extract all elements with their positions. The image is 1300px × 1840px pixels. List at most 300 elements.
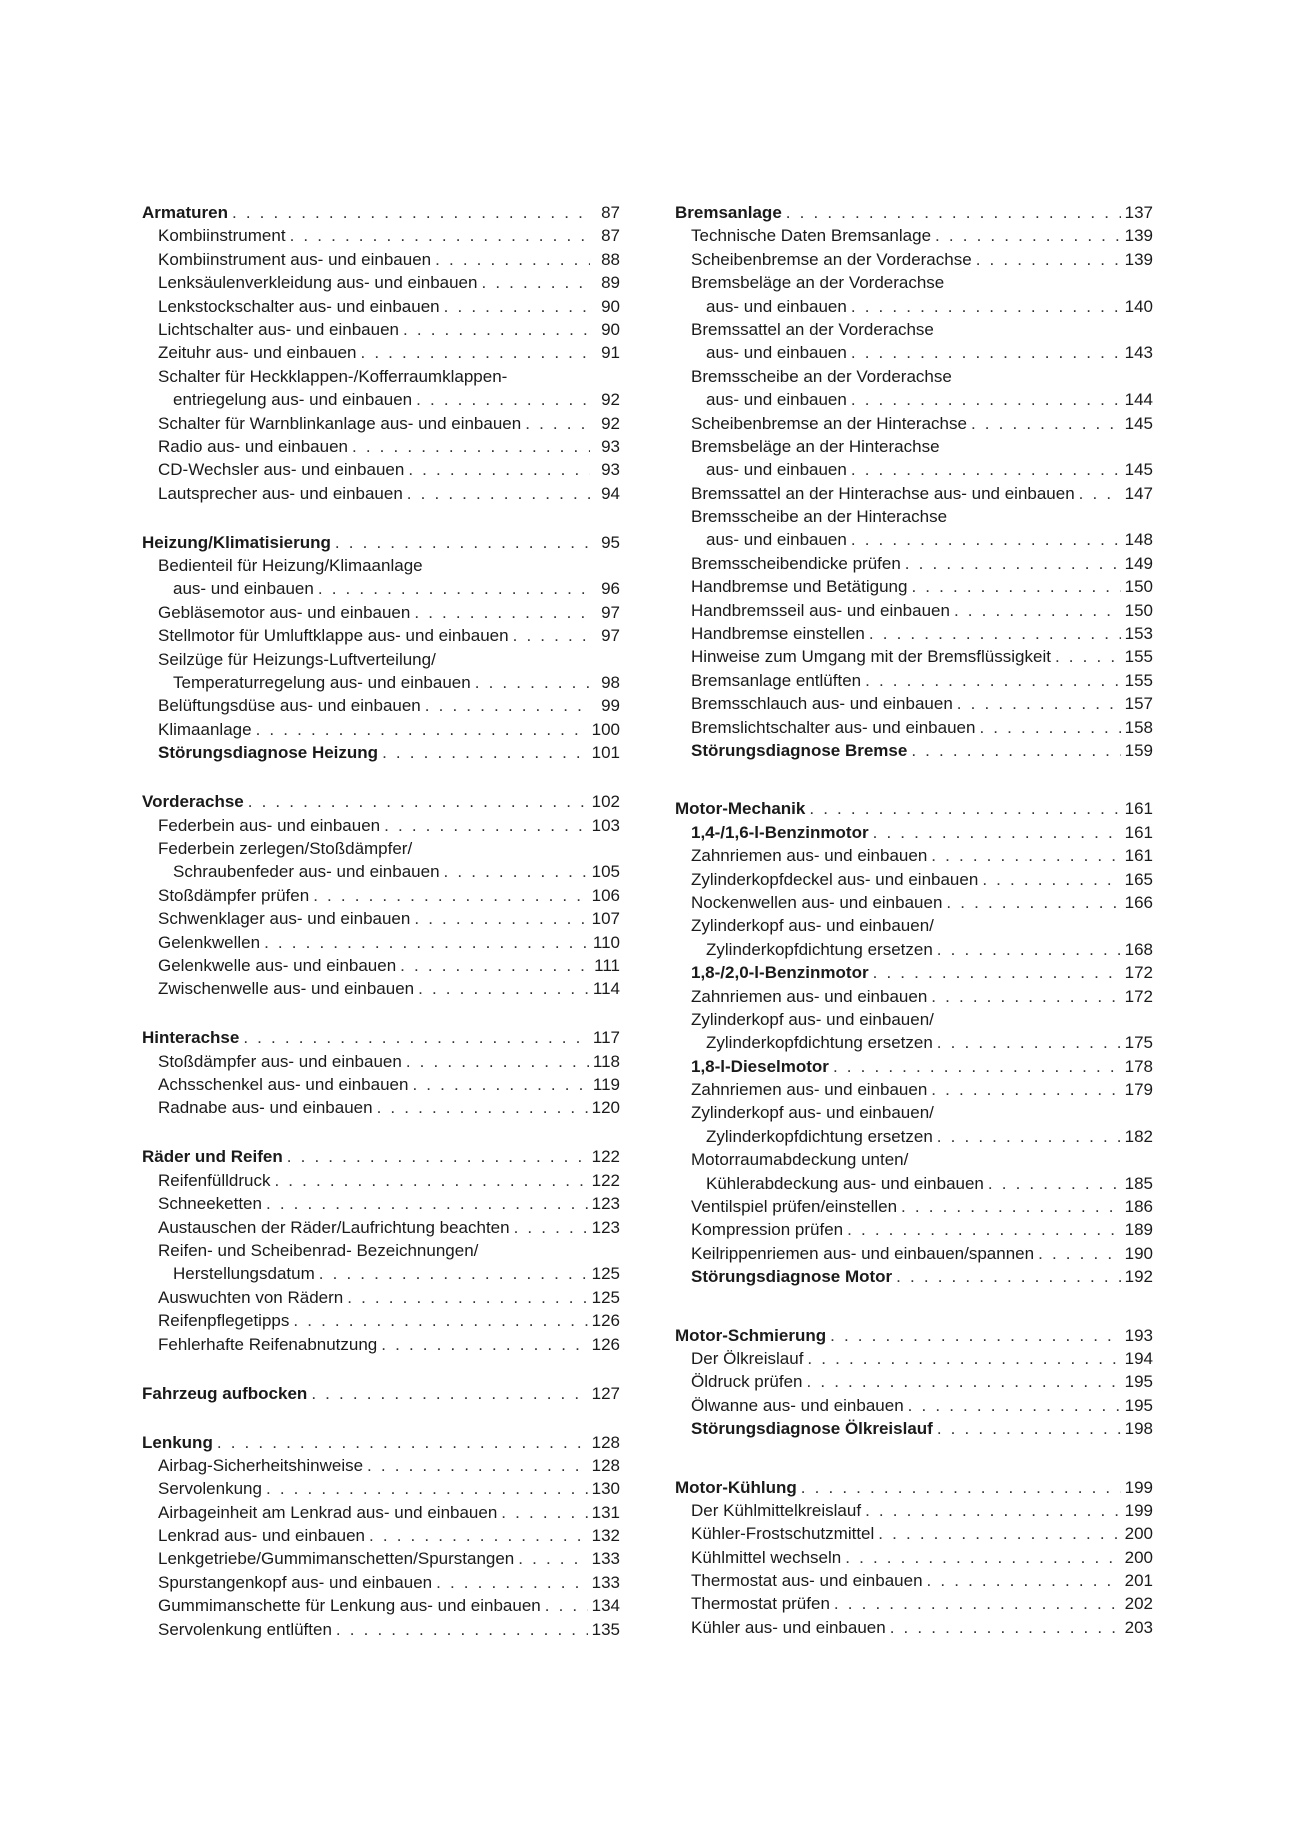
toc-entry[interactable]: [675, 1370, 1153, 1393]
toc-entry-title: Lenkung: [142, 1432, 213, 1452]
toc-entry[interactable]: [142, 977, 620, 1000]
toc-entry-title: Zylinderkopfdichtung ersetzen: [706, 1033, 933, 1053]
toc-entry[interactable]: [675, 505, 1153, 528]
toc-entry[interactable]: [675, 341, 1153, 364]
toc-entry[interactable]: [675, 669, 1153, 692]
toc-entry[interactable]: [675, 575, 1153, 598]
toc-entry-title: Der Kühlmittelkreislauf: [691, 1500, 862, 1520]
toc-entry[interactable]: [675, 1055, 1153, 1078]
toc-entry-title: Kühlmittel wechseln: [691, 1547, 842, 1567]
toc-entry[interactable]: [142, 458, 620, 481]
page-number: 185: [1124, 1173, 1153, 1193]
toc-entry-title: Störungsdiagnose Motor: [691, 1267, 893, 1287]
toc-entry[interactable]: [675, 1218, 1153, 1241]
dot-leader: [971, 412, 1121, 435]
toc-entry[interactable]: [675, 1499, 1153, 1522]
toc-entry[interactable]: [675, 1195, 1153, 1218]
toc-entry[interactable]: [675, 271, 1153, 294]
dot-leader: [896, 1265, 1120, 1288]
toc-entry-title: Lenkstockschalter aus- und einbauen: [158, 296, 440, 316]
toc-entry-title: Schneeketten: [158, 1194, 262, 1214]
page-number: 114: [592, 979, 620, 999]
toc-entry[interactable]: [675, 1522, 1153, 1545]
toc-entry[interactable]: [675, 412, 1153, 435]
toc-entry-title: Keilrippenriemen aus- und einbauen/spannen: [691, 1243, 1035, 1263]
toc-entry[interactable]: [142, 1050, 620, 1073]
dot-leader: [248, 790, 588, 813]
toc-entry-title: Spurstangenkopf aus- und einbauen: [158, 1572, 433, 1592]
dot-leader: [988, 1172, 1121, 1195]
toc-entry[interactable]: [142, 388, 620, 411]
toc-entry-title: Zylinderkopfdeckel aus- und einbauen: [691, 869, 979, 889]
page-number: 135: [591, 1619, 620, 1639]
toc-entry[interactable]: [142, 1524, 620, 1547]
dot-leader: [400, 954, 590, 977]
toc-section-heading[interactable]: [675, 201, 1153, 224]
toc-entry-title: Federbein aus- und einbauen: [158, 815, 381, 835]
toc-entry[interactable]: [142, 814, 620, 837]
page-number: 133: [591, 1572, 620, 1592]
toc-entry-title: Stellmotor für Umluftklappe aus- und einbauen: [158, 626, 509, 646]
section-gap: [142, 1001, 620, 1027]
toc-entry-title: Bremsanlage: [675, 203, 782, 222]
page-number: 110: [592, 932, 620, 952]
toc-entry-title: Auswuchten von Rädern: [158, 1287, 344, 1307]
page-number: 194: [1124, 1348, 1153, 1368]
page-number: 165: [1124, 869, 1153, 889]
toc-entry[interactable]: [142, 412, 620, 435]
toc-entry[interactable]: [675, 224, 1153, 247]
toc-entry[interactable]: [142, 601, 620, 624]
toc-entry-title: Radio aus- und einbauen: [158, 436, 348, 456]
page-number: 92: [601, 390, 620, 410]
toc-entry[interactable]: [675, 1569, 1153, 1592]
page-number: 192: [1124, 1267, 1153, 1287]
dot-leader: [381, 1333, 587, 1356]
toc-section-heading[interactable]: [142, 1431, 620, 1454]
toc-entry[interactable]: [142, 1262, 620, 1285]
toc-entry[interactable]: [142, 435, 620, 458]
toc-entry-title: Störungsdiagnose Bremse: [691, 740, 908, 760]
dot-leader: [525, 412, 590, 435]
toc-entry[interactable]: [675, 1101, 1153, 1124]
page-number: 200: [1124, 1524, 1153, 1544]
dot-leader: [873, 821, 1121, 844]
toc-entry-title: Lenksäulenverkleidung aus- und einbauen: [158, 273, 478, 293]
page-number: 119: [592, 1075, 620, 1095]
page-number: 200: [1124, 1547, 1153, 1567]
dot-leader: [501, 1501, 587, 1524]
toc-entry[interactable]: [142, 718, 620, 741]
toc-entry[interactable]: [675, 645, 1153, 668]
page-number: 158: [1124, 717, 1153, 737]
toc-entry-title: Bremssattel an der Hinterachse aus- und einbauen: [691, 483, 1075, 503]
page-number: 87: [601, 226, 620, 246]
toc-entry[interactable]: [142, 907, 620, 930]
toc-entry-title: Der Ölkreislauf: [691, 1348, 804, 1368]
dot-leader: [435, 248, 590, 271]
toc-entry-title: Bremssattel an der Vorderachse: [691, 319, 934, 339]
dot-leader: [313, 884, 587, 907]
toc-section-heading[interactable]: [142, 1382, 620, 1405]
toc-entry[interactable]: [675, 1546, 1153, 1569]
page-number: 101: [591, 743, 620, 763]
toc-section-heading[interactable]: [675, 797, 1153, 820]
toc-entry-title: aus- und einbauen: [706, 390, 847, 410]
toc-entry-title: aus- und einbauen: [706, 460, 847, 480]
toc-entry-title: Ventilspiel prüfen/einstellen: [691, 1197, 898, 1217]
toc-entry-title: Kompression prüfen: [691, 1220, 844, 1240]
toc-entry[interactable]: [142, 1096, 620, 1119]
toc-entry-title: Radnabe aus- und einbauen: [158, 1098, 373, 1118]
toc-entry[interactable]: [142, 1309, 620, 1332]
page-number: 97: [601, 602, 620, 622]
toc-entry-title: Öldruck prüfen: [691, 1372, 803, 1392]
toc-entry[interactable]: [142, 671, 620, 694]
toc-entry[interactable]: [675, 1394, 1153, 1417]
toc-entry-title: Lichtschalter aus- und einbauen: [158, 319, 399, 339]
page-number: 139: [1124, 226, 1153, 246]
toc-entry-title: Gelenkwelle aus- und einbauen: [158, 955, 397, 975]
dot-leader: [851, 458, 1121, 481]
toc-entry-title: Stoßdämpfer prüfen: [158, 885, 310, 905]
dot-leader: [335, 531, 590, 554]
toc-entry-title: Kombiinstrument: [158, 226, 286, 246]
page-number: 161: [1124, 822, 1153, 842]
dot-leader: [845, 1546, 1120, 1569]
toc-section-heading[interactable]: [142, 201, 620, 224]
dot-leader: [319, 1262, 588, 1285]
toc-entry-title: Bremsscheibendicke prüfen: [691, 553, 901, 573]
toc-entry-title: Zeituhr aus- und einbauen: [158, 343, 357, 363]
toc-entry[interactable]: [142, 694, 620, 717]
dot-leader: [408, 458, 590, 481]
page-number: 202: [1124, 1594, 1153, 1614]
toc-entry[interactable]: [142, 1571, 620, 1594]
toc-entry-title: Kühler-Frostschutzmittel: [691, 1524, 875, 1544]
page-number: 137: [1124, 203, 1153, 222]
page-number: 91: [601, 343, 620, 363]
toc-entry[interactable]: [675, 692, 1153, 715]
toc-entry[interactable]: [142, 837, 620, 860]
page-number: 182: [1124, 1126, 1153, 1146]
toc-entry[interactable]: [675, 248, 1153, 271]
dot-leader: [890, 1616, 1121, 1639]
page-number: 102: [591, 792, 620, 812]
toc-entry-title: Temperaturregelung aus- und einbauen: [173, 673, 471, 693]
dot-leader: [232, 201, 590, 224]
toc-entry-title: Zahnriemen aus- und einbauen: [691, 986, 928, 1006]
toc-entry-title: Bremsscheibe an der Hinterachse: [691, 507, 948, 527]
toc-entry-title: Motorraumabdeckung unten/: [691, 1150, 909, 1170]
dot-leader: [937, 1125, 1121, 1148]
page-number: 143: [1124, 343, 1153, 363]
dot-leader: [1055, 645, 1121, 668]
toc-entry-title: Heizung/Klimatisierung: [142, 532, 331, 552]
toc-entry[interactable]: [142, 1216, 620, 1239]
toc-entry[interactable]: [675, 961, 1153, 984]
page-number: 166: [1124, 892, 1153, 912]
toc-entry[interactable]: [142, 1192, 620, 1215]
toc-entry-title: Herstellungsdatum: [173, 1264, 315, 1284]
toc-entry-title: aus- und einbauen: [706, 343, 847, 363]
dot-leader: [347, 1286, 587, 1309]
toc-entry[interactable]: [142, 271, 620, 294]
dot-leader: [436, 1571, 588, 1594]
dot-leader: [937, 1031, 1121, 1054]
toc-entry-title: Räder und Reifen: [142, 1147, 283, 1167]
toc-entry-title: Reifenfülldruck: [158, 1170, 271, 1190]
toc-entry[interactable]: [142, 577, 620, 600]
toc-entry-title: Störungsdiagnose Ölkreislauf: [691, 1419, 933, 1439]
toc-entry[interactable]: [142, 365, 620, 388]
toc-entry-title: Bremsanlage entlüften: [691, 670, 862, 690]
toc-entry-title: Thermostat prüfen: [691, 1594, 830, 1614]
toc-entry[interactable]: [142, 554, 620, 577]
page-number: 128: [591, 1455, 620, 1475]
dot-leader: [287, 1145, 588, 1168]
toc-entry[interactable]: [675, 716, 1153, 739]
toc-entry-title: Servolenkung: [158, 1479, 262, 1499]
toc-entry-title: Airbageinheit am Lenkrad aus- und einbauen: [158, 1502, 498, 1522]
toc-entry[interactable]: [675, 891, 1153, 914]
toc-entry-title: 1,4-/1,6-l-Benzinmotor: [691, 822, 869, 842]
toc-section-heading[interactable]: [142, 1145, 620, 1168]
toc-entry[interactable]: [142, 1169, 620, 1192]
dot-leader: [1079, 482, 1121, 505]
dot-leader: [290, 224, 590, 247]
toc-entry[interactable]: [675, 552, 1153, 575]
dot-leader: [851, 295, 1121, 318]
toc-entry-title: Zylinderkopfdichtung ersetzen: [706, 1126, 933, 1146]
dot-leader: [414, 601, 590, 624]
toc-entry[interactable]: [142, 1547, 620, 1570]
section-gap: [142, 1120, 620, 1146]
toc-entry[interactable]: [142, 224, 620, 247]
toc-entry[interactable]: [675, 435, 1153, 458]
toc-entry[interactable]: [142, 741, 620, 764]
toc-entry[interactable]: [142, 1333, 620, 1356]
page-number: 117: [592, 1028, 620, 1048]
page-number: 126: [591, 1334, 620, 1354]
toc-entry[interactable]: [142, 1073, 620, 1096]
toc-entry[interactable]: [675, 739, 1153, 762]
toc-column-right: [675, 201, 1153, 1639]
toc-entry[interactable]: [142, 295, 620, 318]
dot-leader: [954, 599, 1121, 622]
toc-entry[interactable]: [142, 318, 620, 341]
toc-entry-title: Nockenwellen aus- und einbauen: [691, 892, 943, 912]
dot-leader: [266, 1192, 588, 1215]
page-number: 190: [1124, 1243, 1153, 1263]
toc-entry[interactable]: [675, 295, 1153, 318]
dot-leader: [931, 844, 1120, 867]
toc-entry[interactable]: [675, 1125, 1153, 1148]
page-number: 168: [1124, 939, 1153, 959]
toc-entry[interactable]: [675, 1148, 1153, 1171]
toc-entry[interactable]: [675, 365, 1153, 388]
toc-entry-title: Thermostat aus- und einbauen: [691, 1571, 923, 1591]
toc-entry[interactable]: [675, 844, 1153, 867]
toc-entry[interactable]: [142, 341, 620, 364]
page-number: 127: [591, 1383, 620, 1403]
toc-entry[interactable]: [675, 1592, 1153, 1615]
dot-leader: [801, 1476, 1121, 1499]
toc-entry-title: Stoßdämpfer aus- und einbauen: [158, 1051, 402, 1071]
page-number: 172: [1124, 963, 1153, 983]
dot-leader: [382, 741, 588, 764]
page-number: 95: [601, 532, 620, 552]
page-number: 148: [1124, 530, 1153, 550]
toc-entry-title: Handbremse einstellen: [691, 624, 865, 644]
toc-entry-title: Gebläsemotor aus- und einbauen: [158, 602, 411, 622]
toc-entry[interactable]: [675, 482, 1153, 505]
dot-leader: [927, 1569, 1121, 1592]
page-number: 107: [591, 909, 620, 929]
page-number: 88: [601, 249, 620, 269]
toc-entry-title: Seilzüge für Heizungs-Luftverteilung/: [158, 649, 436, 669]
page-number: 189: [1124, 1220, 1153, 1240]
page-number: 133: [591, 1549, 620, 1569]
dot-leader: [901, 1195, 1121, 1218]
toc-entry[interactable]: [675, 1347, 1153, 1370]
toc-entry-title: Hinweise zum Umgang mit der Bremsflüssigkeit: [691, 647, 1051, 667]
toc-entry[interactable]: [142, 1501, 620, 1524]
page-number: 125: [591, 1264, 620, 1284]
toc-section-heading[interactable]: [675, 1324, 1153, 1347]
toc-entry[interactable]: [142, 1594, 620, 1617]
toc-entry-title: Federbein zerlegen/Stoßdämpfer/: [158, 838, 413, 858]
toc-entry[interactable]: [142, 931, 620, 954]
toc-entry[interactable]: [142, 1618, 620, 1641]
page-number: 98: [601, 673, 620, 693]
toc-entry[interactable]: [675, 1031, 1153, 1054]
dot-leader: [243, 1026, 589, 1049]
toc-entry-title: Bedienteil für Heizung/Klimaanlage: [158, 556, 423, 576]
toc-entry[interactable]: [142, 1454, 620, 1477]
page-number: 139: [1124, 249, 1153, 269]
dot-leader: [935, 224, 1121, 247]
toc-entry[interactable]: [142, 860, 620, 883]
toc-entry[interactable]: [675, 599, 1153, 622]
toc-section-heading[interactable]: [675, 1476, 1153, 1499]
toc-entry[interactable]: [675, 914, 1153, 937]
dot-leader: [833, 1055, 1121, 1078]
dot-leader: [360, 341, 590, 364]
toc-entry[interactable]: [142, 482, 620, 505]
page-number: 122: [591, 1170, 620, 1190]
dot-leader: [425, 694, 590, 717]
page-number: 150: [1124, 600, 1153, 620]
toc-entry[interactable]: [675, 985, 1153, 1008]
section-gap: [142, 1356, 620, 1382]
toc-section-heading[interactable]: [142, 531, 620, 554]
dot-leader: [545, 1594, 588, 1617]
page-number: 155: [1124, 647, 1153, 667]
page-number: 186: [1124, 1197, 1153, 1217]
toc-section-heading[interactable]: [142, 790, 620, 813]
page-number: 195: [1124, 1395, 1153, 1415]
toc-entry[interactable]: [675, 1265, 1153, 1288]
toc-entry[interactable]: [675, 1417, 1153, 1440]
toc-entry-title: Vorderachse: [142, 792, 244, 812]
toc-entry[interactable]: [675, 622, 1153, 645]
dot-leader: [406, 1050, 589, 1073]
toc-entry[interactable]: [675, 1008, 1153, 1031]
toc-entry[interactable]: [675, 458, 1153, 481]
toc-entry-title: Klimaanlage: [158, 719, 252, 739]
dot-leader: [851, 528, 1121, 551]
toc-entry[interactable]: [142, 1477, 620, 1500]
toc-entry-title: Kombiinstrument aus- und einbauen: [158, 249, 432, 269]
toc-entry[interactable]: [675, 868, 1153, 891]
dot-leader: [513, 624, 590, 647]
toc-entry[interactable]: [142, 648, 620, 671]
toc-entry[interactable]: [142, 624, 620, 647]
page-number: 125: [591, 1287, 620, 1307]
page-number: 150: [1124, 577, 1153, 597]
dot-leader: [293, 1309, 587, 1332]
toc-entry[interactable]: [142, 1286, 620, 1309]
toc-entry[interactable]: [142, 1239, 620, 1262]
page-number: 89: [601, 273, 620, 293]
toc-entry-title: Zahnriemen aus- und einbauen: [691, 1080, 928, 1100]
toc-entry-title: Zylinderkopf aus- und einbauen/: [691, 1009, 934, 1029]
toc-entry-title: Motor-Schmierung: [675, 1325, 827, 1345]
page-number: 159: [1124, 740, 1153, 760]
toc-entry[interactable]: [142, 248, 620, 271]
toc-entry[interactable]: [675, 1242, 1153, 1265]
dot-leader: [847, 1218, 1120, 1241]
toc-entry-title: Handbremse und Betätigung: [691, 577, 908, 597]
dot-leader: [403, 318, 590, 341]
toc-entry[interactable]: [675, 821, 1153, 844]
dot-leader: [869, 622, 1121, 645]
page-number: 87: [601, 203, 620, 222]
toc-entry[interactable]: [675, 528, 1153, 551]
page-number: 96: [601, 579, 620, 599]
dot-leader: [908, 1394, 1121, 1417]
dot-leader: [809, 797, 1120, 820]
dot-leader: [911, 575, 1120, 598]
page-number: 145: [1124, 460, 1153, 480]
toc-entry[interactable]: [675, 1172, 1153, 1195]
dot-leader: [931, 1078, 1120, 1101]
toc-entry[interactable]: [142, 954, 620, 977]
page-number: 195: [1124, 1372, 1153, 1392]
dot-leader: [982, 868, 1120, 891]
toc-entry-title: 1,8-l-Dieselmotor: [691, 1056, 829, 1076]
page-number: 140: [1124, 296, 1153, 316]
toc-entry-title: Bremsbeläge an der Hinterachse: [691, 436, 940, 456]
page-number: 126: [591, 1311, 620, 1331]
toc-section-heading[interactable]: [142, 1026, 620, 1049]
toc-entry[interactable]: [675, 388, 1153, 411]
toc-entry[interactable]: [675, 938, 1153, 961]
dot-leader: [878, 1522, 1120, 1545]
page-number: 175: [1124, 1033, 1153, 1053]
toc-entry-title: Fahrzeug aufbocken: [142, 1383, 308, 1403]
toc-entry[interactable]: [142, 884, 620, 907]
toc-entry[interactable]: [675, 1616, 1153, 1639]
toc-entry[interactable]: [675, 318, 1153, 341]
toc-entry-title: Schalter für Heckklappen-/Kofferraumklappen-: [158, 366, 508, 386]
page-number: 199: [1124, 1477, 1153, 1497]
dot-leader: [377, 1096, 588, 1119]
toc-entry[interactable]: [675, 1078, 1153, 1101]
toc-entry-title: Zylinderkopfdichtung ersetzen: [706, 939, 933, 959]
dot-leader: [979, 716, 1120, 739]
